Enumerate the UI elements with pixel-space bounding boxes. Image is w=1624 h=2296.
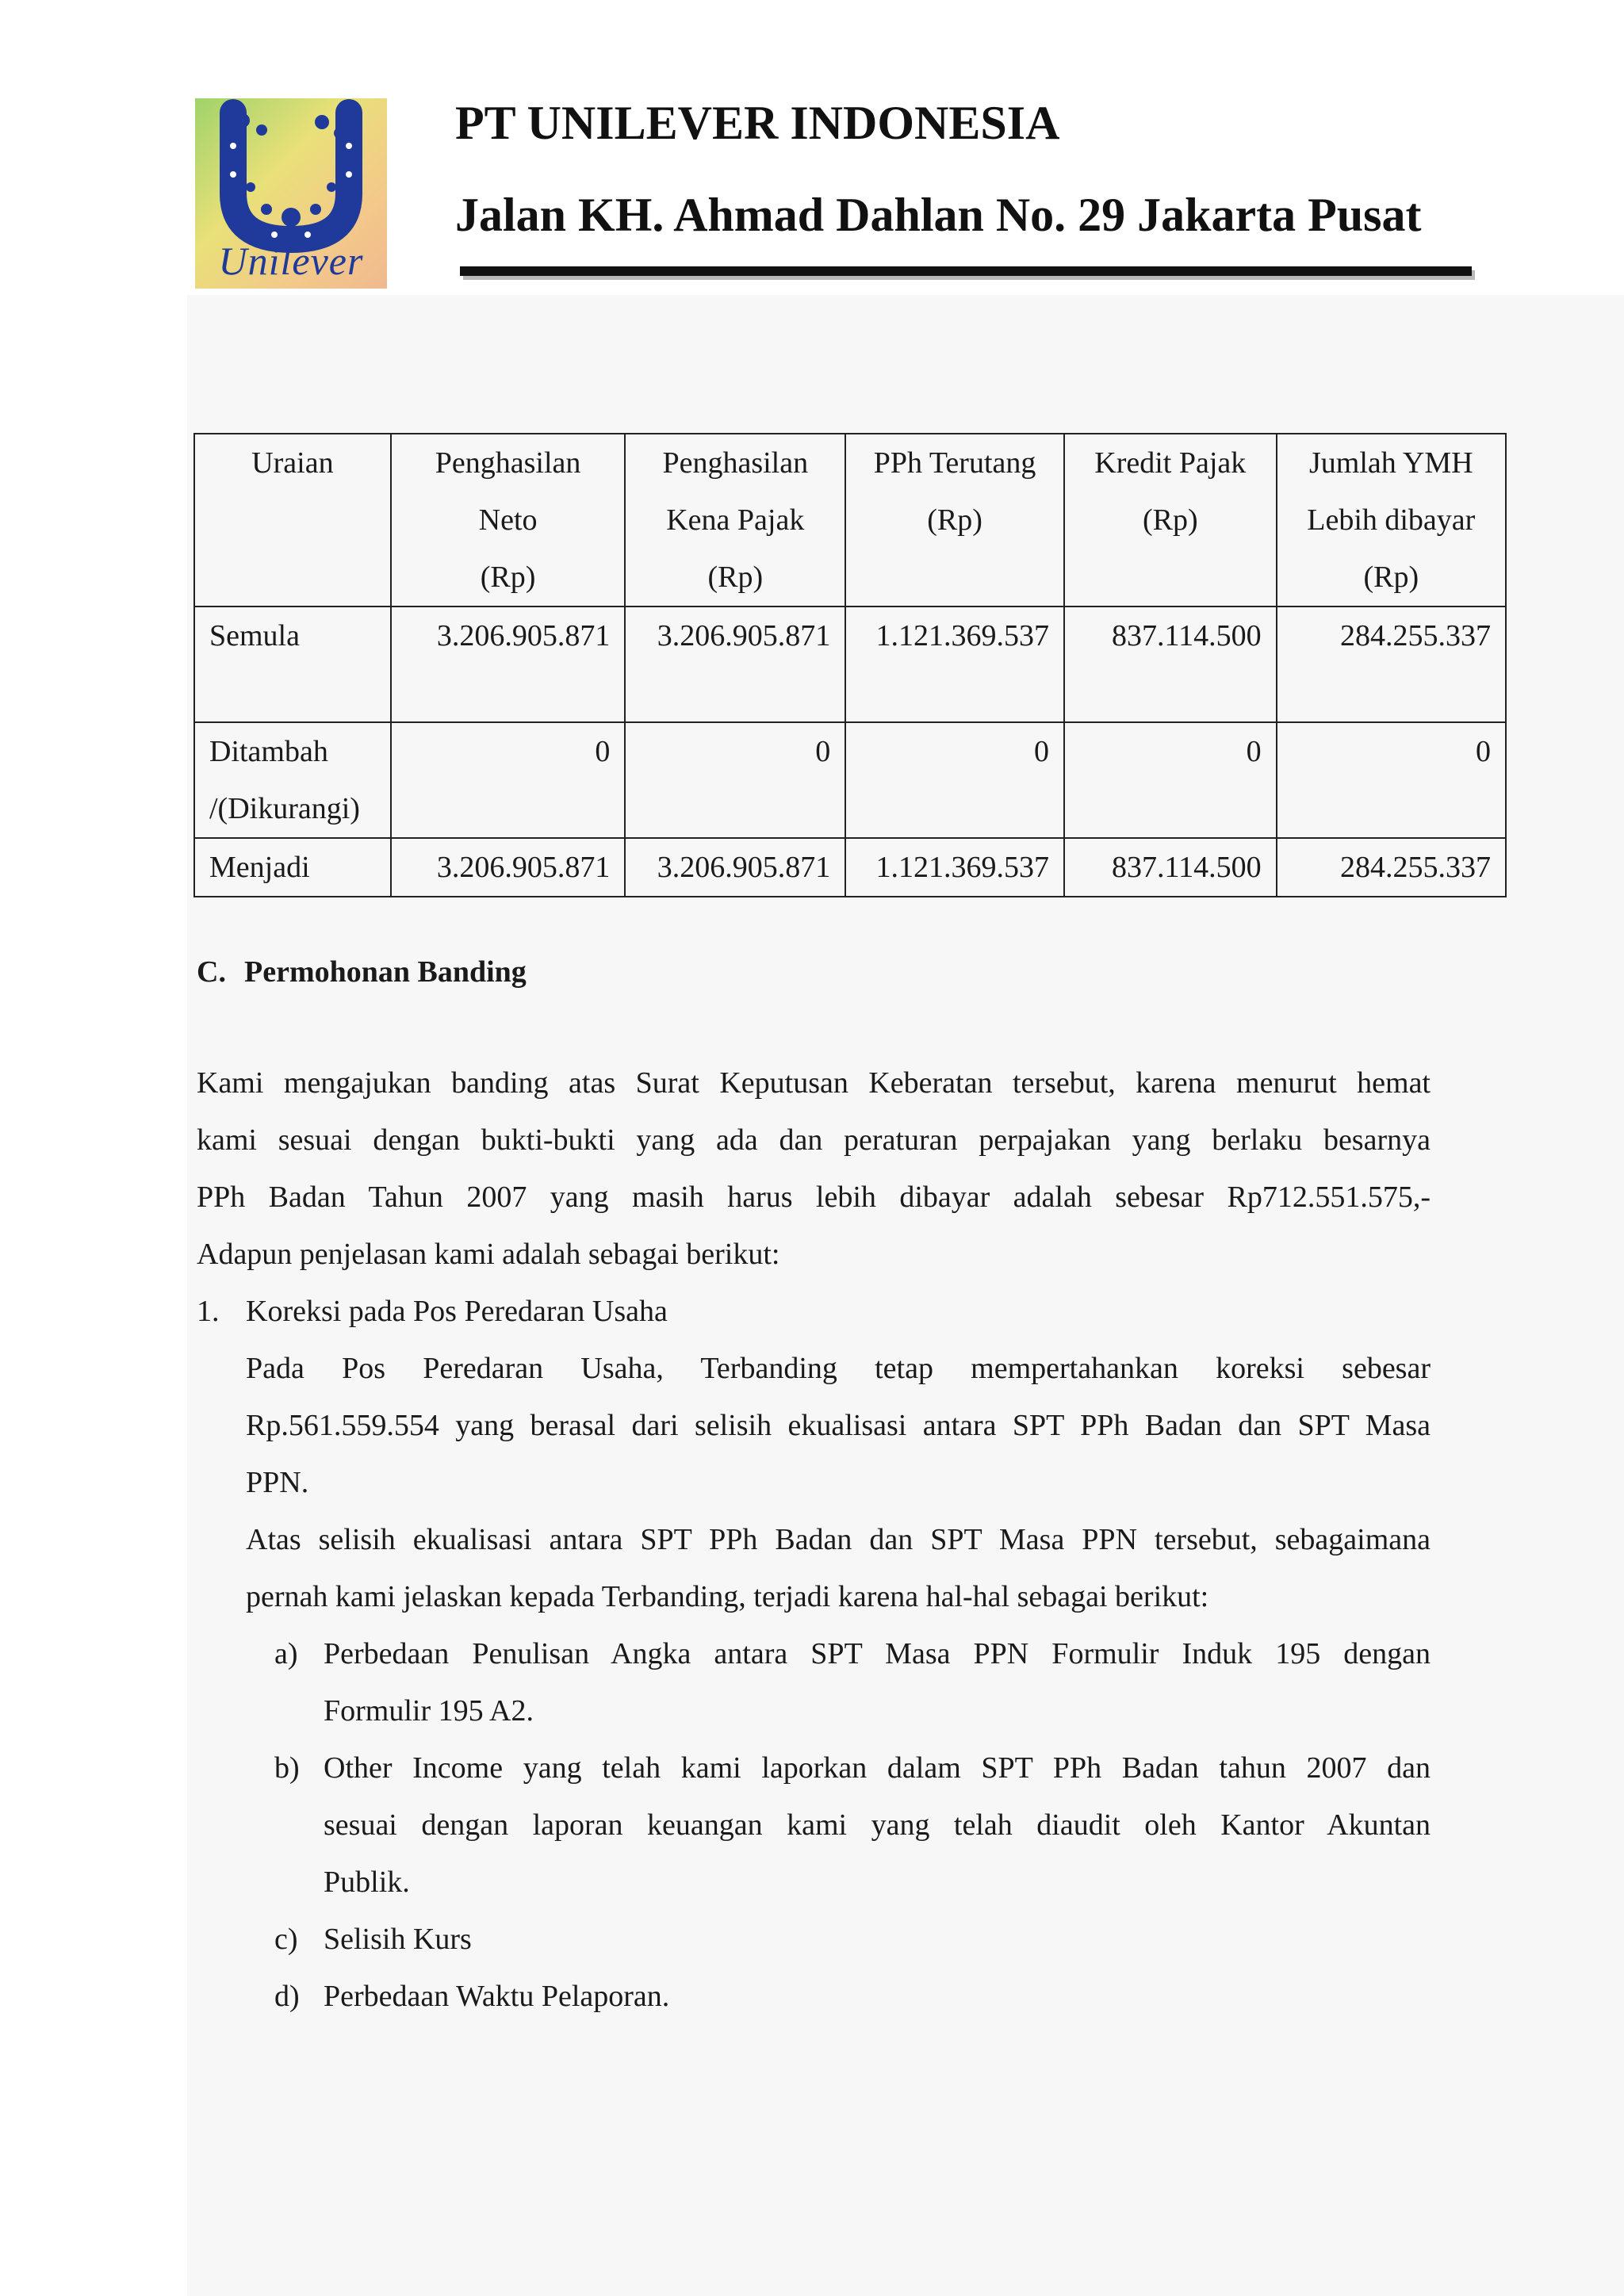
table-cell: 3.206.905.871 [625,838,845,897]
paragraph-line: sesuai dengan laporan keuangan kami yang telah diaudit oleh Kantor Akuntan [324,1808,1431,1842]
subitem-label: d) [274,1980,300,2013]
table-cell: 0 [1064,722,1277,838]
row-label-semula: Semula [194,607,391,722]
section-title: Permohonan Banding [244,955,527,989]
table-cell: 284.255.337 [1277,607,1506,722]
table-cell: 1.121.369.537 [845,838,1064,897]
table-cell: 0 [1277,722,1506,838]
table-row [194,722,1506,838]
table-row [194,838,1506,897]
intro-paragraph [197,1054,1431,1283]
row-label-menjadi: Menjadi [194,838,391,897]
table-cell: 0 [391,722,626,838]
column-header-pph-terutang: PPh Terutang (Rp) [845,434,1064,607]
column-header-penghasilan-kena-pajak: Penghasilan Kena Pajak (Rp) [625,434,845,607]
tax-summary-table [193,433,1507,897]
subitem-label: c) [274,1923,298,1956]
paragraph-line: PPh Badan Tahun 2007 yang masih harus lebih dibayar adalah sebesar Rp712.551.575,- [197,1181,1431,1214]
table-cell: 0 [845,722,1064,838]
section-heading [197,943,527,1001]
row-label-ditambah: Ditambah /(Dikurangi) [194,722,391,838]
column-header-kredit-pajak: Kredit Pajak (Rp) [1064,434,1277,607]
table-cell: 1.121.369.537 [845,607,1064,722]
paragraph-line: kami sesuai dengan bukti-bukti yang ada dan peraturan perpajakan yang berlaku besarnya [197,1123,1431,1157]
subitem-text [324,1625,1431,1739]
paragraph-line: Rp.561.559.554 yang berasal dari selisih ekualisasi antara SPT PPh Badan dan SPT Masa [246,1409,1431,1442]
unilever-logo [195,98,387,289]
paragraph-line: pernah kami jelaskan kepada Terbanding, terjadi karena hal-hal sebagai berikut: [246,1580,1209,1613]
table-header-row [194,434,1506,607]
paragraph-line: Kami mengajukan banding atas Surat Keputusan Keberatan tersebut, karena menurut hemat [197,1066,1431,1100]
table-cell: 3.206.905.871 [391,607,626,722]
table-cell: 284.255.337 [1277,838,1506,897]
column-header-penghasilan-neto: Penghasilan Neto (Rp) [391,434,626,607]
subitem-label: b) [274,1751,300,1785]
paragraph-line: Perbedaan Penulisan Angka antara SPT Masa PPN Formulir Induk 195 dengan [324,1637,1431,1670]
paragraph-line: Other Income yang telah kami laporkan dalam SPT PPh Badan tahun 2007 dan [324,1751,1431,1785]
table-cell: 837.114.500 [1064,838,1277,897]
paragraph-line: Publik. [324,1866,410,1899]
paragraph-line: Selisih Kurs [324,1923,472,1956]
paragraph-line: Formulir 195 A2. [324,1694,534,1728]
logo-wordmark: Unilever [218,239,364,283]
paragraph-line: Atas selisih ekualisasi antara SPT PPh Badan dan SPT Masa PPN tersebut, sebagaimana [246,1523,1431,1556]
table-cell: 837.114.500 [1064,607,1277,722]
subitem-text [324,1911,1431,1968]
table-cell: 0 [625,722,845,838]
subitem-text [324,1739,1431,1911]
item1-explanation [246,1511,1431,1625]
subitem-text [324,1968,1431,2025]
table-cell: 3.206.905.871 [391,838,626,897]
paragraph-line: Perbedaan Waktu Pelaporan. [324,1980,670,2013]
item1-paragraph [246,1340,1431,1511]
company-address: Jalan KH. Ahmad Dahlan No. 29 Jakarta Pusat [455,189,1422,241]
section-letter: C. [197,955,226,989]
subitem-label: a) [274,1637,298,1670]
list-item-number: 1. [197,1295,220,1328]
table-row [194,607,1506,722]
table-cell: 3.206.905.871 [625,607,845,722]
company-name: PT UNILEVER INDONESIA [455,97,1060,149]
column-header-uraian: Uraian [194,434,391,607]
column-header-jumlah-ymh: Jumlah YMH Lebih dibayar (Rp) [1277,434,1506,607]
paragraph-line: PPN. [246,1466,309,1499]
paragraph-line: Pada Pos Peredaran Usaha, Terbanding tetap mempertahankan koreksi sebesar [246,1352,1431,1385]
list-item-title: Koreksi pada Pos Peredaran Usaha [246,1295,668,1328]
header-divider [460,266,1472,276]
paragraph-line: Adapun penjelasan kami adalah sebagai berikut: [197,1238,780,1271]
